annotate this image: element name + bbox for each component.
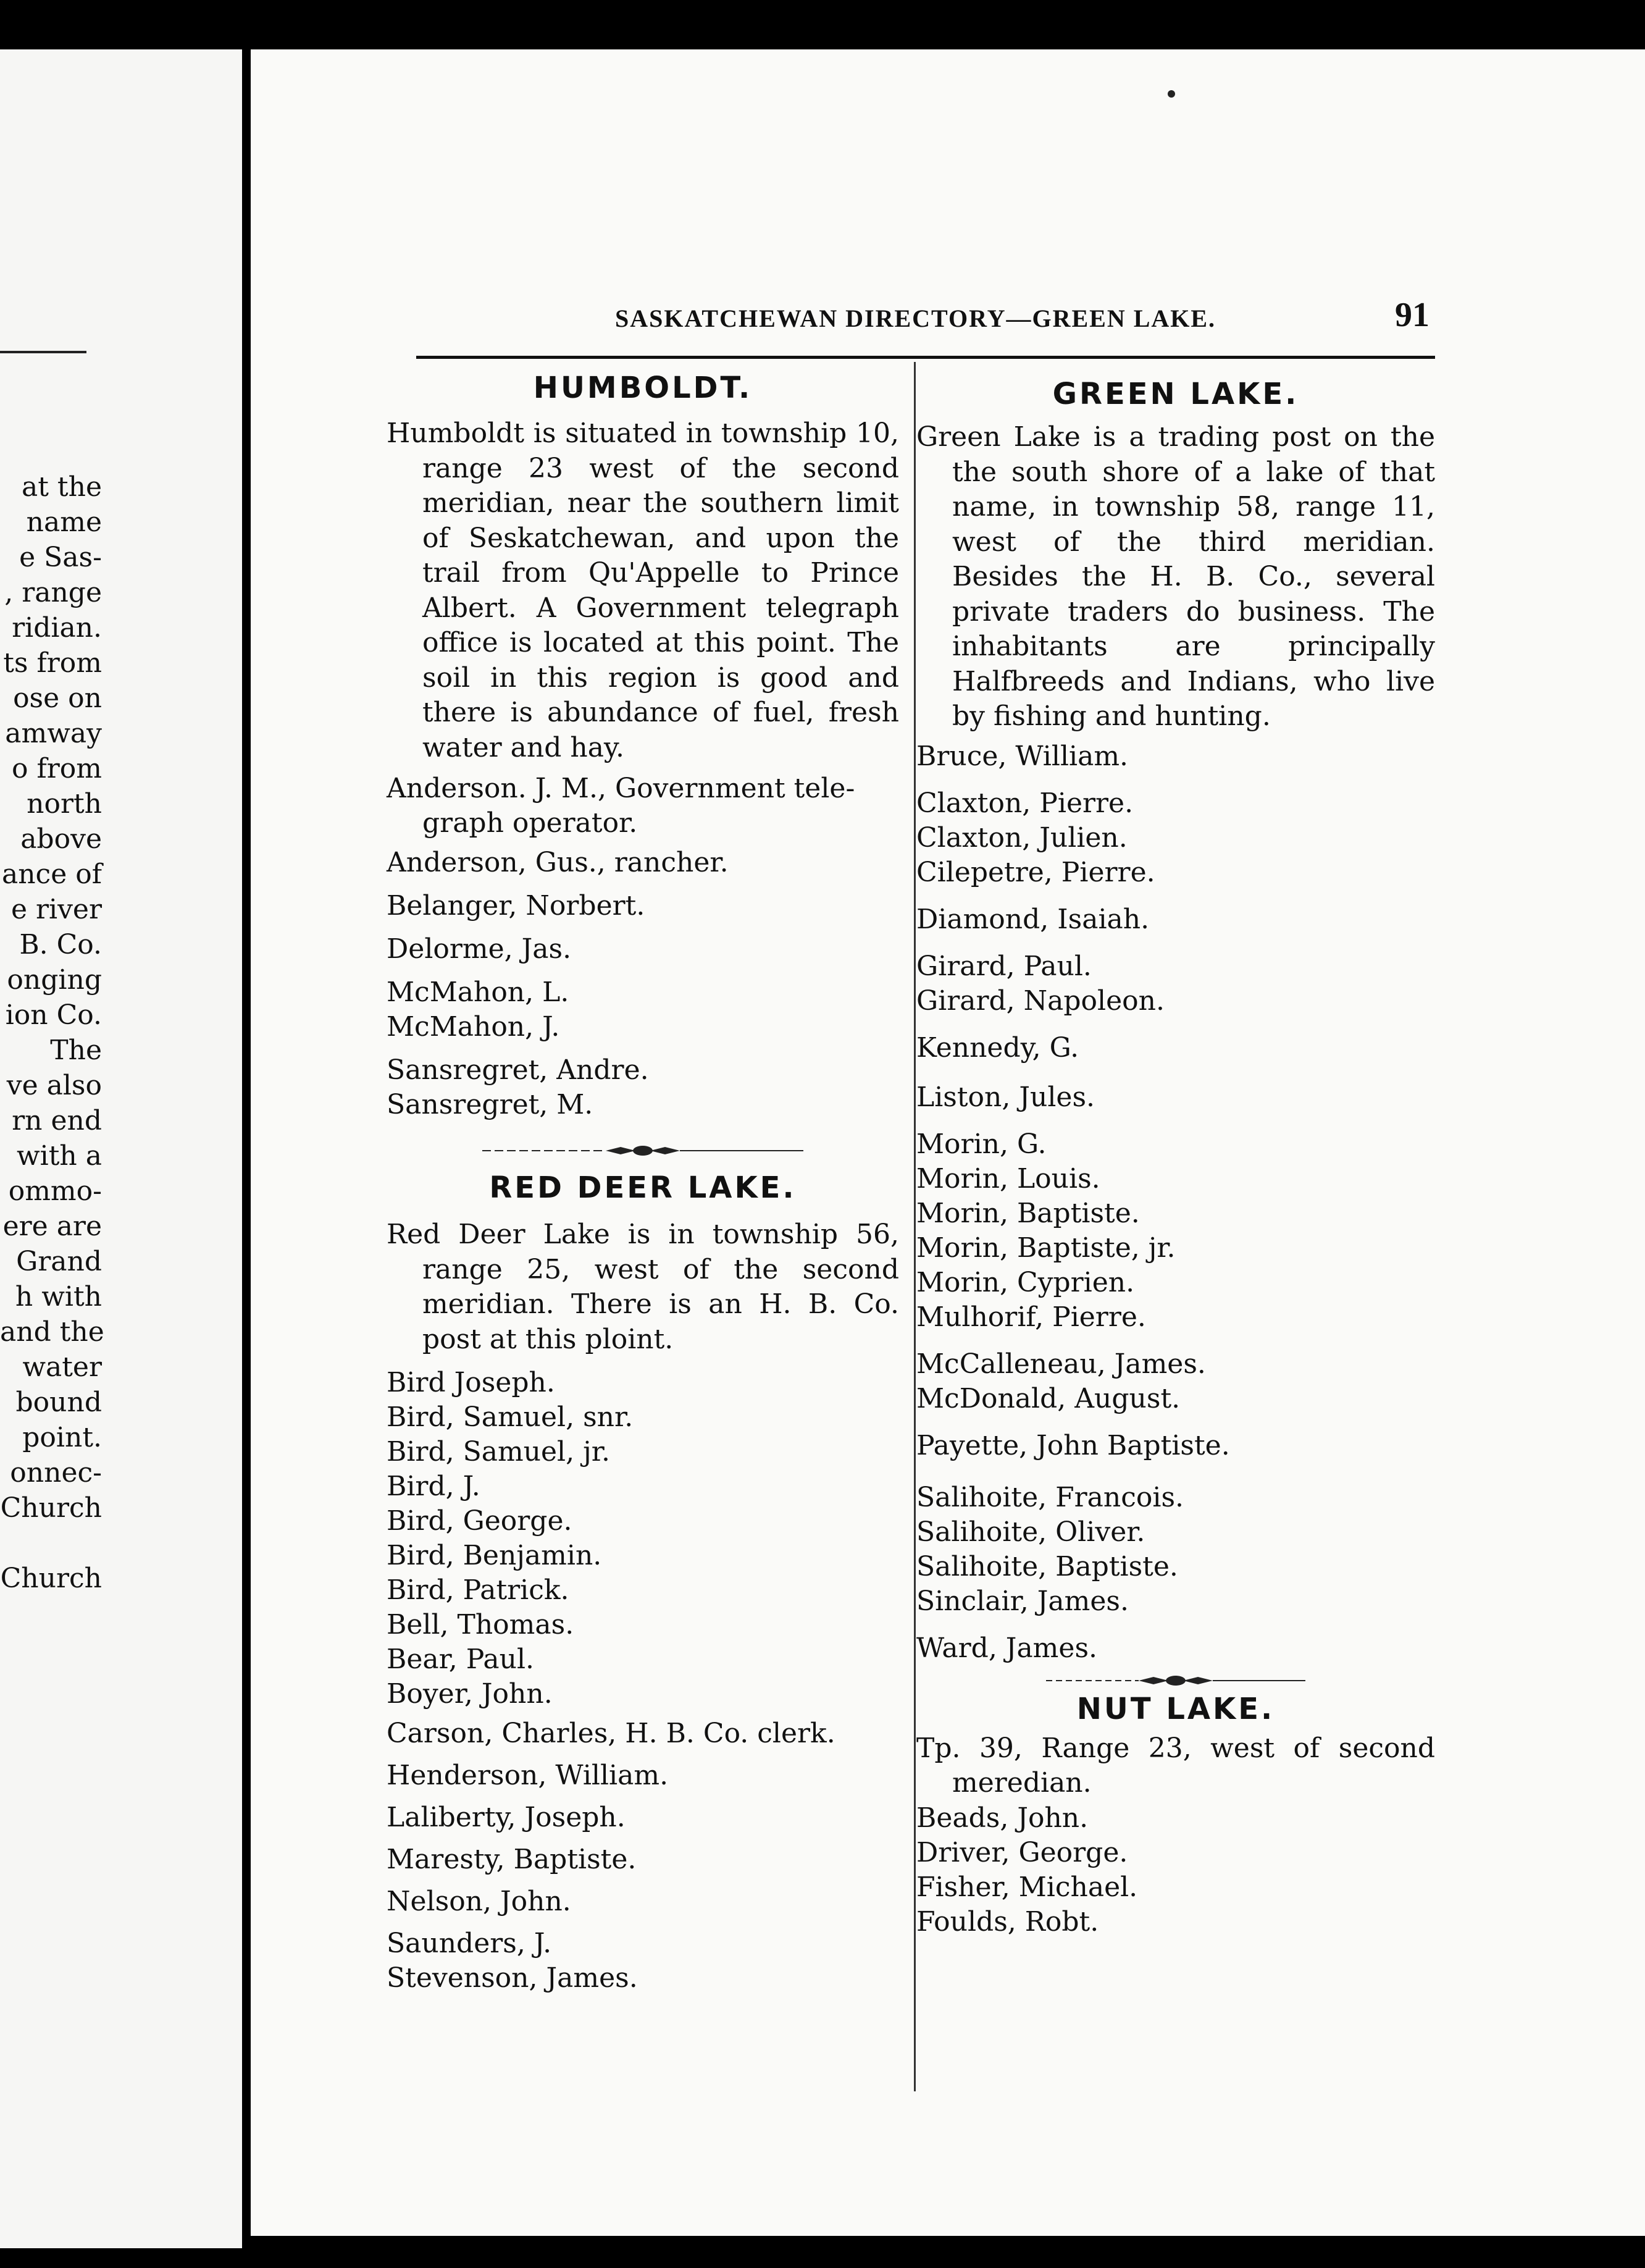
left-page-line: ere are — [2, 1211, 102, 1242]
section-title-humboldt: HUMBOLDT. — [533, 371, 753, 405]
directory-entry: Salihoite, Oliver. — [916, 1516, 1145, 1548]
directory-entry: Diamond, Isaiah. — [916, 903, 1150, 935]
left-page-fragment — [0, 49, 242, 2248]
directory-entry: Morin, Louis. — [916, 1162, 1100, 1195]
green-lake-entries — [916, 739, 1435, 1666]
left-page-line: e river — [10, 894, 102, 925]
directory-entry: Sansregret, M. — [387, 1089, 593, 1120]
directory-entry: Kennedy, G. — [916, 1031, 1079, 1064]
running-title: SASKATCHEWAN DIRECTORY—GREEN LAKE. — [615, 304, 1216, 332]
directory-entry: Bird, Samuel, jr. — [387, 1436, 610, 1468]
directory-entry: Boyer, John. — [387, 1678, 553, 1710]
directory-entry: Morin, Cyprien. — [916, 1266, 1135, 1298]
directory-entry: graph operator. — [422, 807, 638, 839]
left-page-line: B. Co. — [19, 929, 102, 960]
directory-entry: Sinclair, James. — [916, 1585, 1129, 1617]
directory-entry: Stevenson, James. — [387, 1962, 638, 1994]
directory-entry: McMahon, L. — [387, 976, 569, 1008]
left-page-line: ve also — [6, 1070, 102, 1101]
directory-entry: Henderson, William. — [387, 1760, 669, 1791]
red-deer-lake-description: Red Deer Lake is in township 56, range 25, west of the second meridian. There is an H. B. Co. post at this ploint. — [387, 1219, 899, 1355]
directory-entry: Bird, Patrick. — [387, 1574, 569, 1606]
directory-entry: Driver, George. — [916, 1836, 1128, 1868]
directory-entry: Mulhorif, Pierre. — [916, 1301, 1146, 1333]
directory-entry: Fisher, Michael. — [916, 1871, 1138, 1903]
left-page-line: onnec- — [10, 1457, 102, 1489]
section-divider-ornament — [1046, 1673, 1305, 1688]
page-number: 91 — [1395, 296, 1429, 334]
directory-entry: McCalleneau, James. — [916, 1348, 1206, 1380]
right-column — [916, 377, 1435, 1939]
left-page-line: name — [26, 506, 102, 538]
ink-dot — [1168, 90, 1175, 98]
directory-entry: Anderson, Gus., rancher. — [387, 847, 729, 878]
directory-entry: Sansregret, Andre. — [387, 1054, 649, 1086]
green-lake-description: Green Lake is a trading post on the the south shore of a lake of that name, in township 58, range 11, west of the third meridian. Besides the H. B. Co., several private traders do business. The inhabitants are principally Halfbreeds and Indians, who live by fishing and hunting. — [916, 421, 1435, 732]
left-page-line: h with — [15, 1281, 102, 1312]
left-page-rule — [0, 351, 86, 353]
humboldt-entries — [387, 771, 899, 1122]
left-page-line: amway — [5, 718, 102, 749]
directory-entry: Claxton, Pierre. — [916, 787, 1134, 819]
directory-entry: Morin, G. — [916, 1128, 1047, 1160]
directory-entry: Bird Joseph. — [387, 1367, 555, 1398]
directory-entry: Beads, John. — [916, 1802, 1089, 1834]
directory-entry: Bruce, William. — [916, 740, 1129, 772]
directory-entry: Foulds, Robt. — [916, 1905, 1099, 1938]
left-page-line: point. — [22, 1422, 102, 1453]
directory-entry: Payette, John Baptiste. — [916, 1429, 1230, 1461]
directory-entry: Bird, J. — [387, 1471, 480, 1502]
directory-entry: Carson, Charles, H. B. Co. clerk. — [387, 1718, 835, 1749]
left-page-line: Church — [0, 1563, 102, 1594]
directory-entry: Morin, Baptiste, jr. — [916, 1232, 1176, 1264]
left-page-line: ridian. — [12, 612, 102, 644]
left-page-line: north — [27, 788, 102, 820]
left-page-line: ts from — [3, 647, 102, 679]
left-page-line: ance of — [1, 859, 102, 890]
section-title-red-deer-lake: RED DEER LAKE. — [489, 1170, 797, 1205]
directory-entry: Girard, Napoleon. — [916, 985, 1165, 1017]
left-page-line: water — [22, 1351, 102, 1383]
directory-entry: Girard, Paul. — [916, 950, 1092, 982]
directory-entry: Bird, George. — [387, 1505, 572, 1537]
left-page-line: above — [20, 823, 102, 855]
directory-entry: Liston, Jules. — [916, 1081, 1095, 1113]
directory-entry: McDonald, August. — [916, 1382, 1181, 1414]
header-rule — [416, 356, 1435, 359]
directory-entry: Cilepetre, Pierre. — [916, 856, 1155, 888]
directory-entry: Bell, Thomas. — [387, 1609, 574, 1640]
left-page-line: Church — [0, 1492, 102, 1524]
directory-entry: Bird, Samuel, snr. — [387, 1401, 634, 1433]
directory-entry: Bird, Benjamin. — [387, 1540, 602, 1571]
nut-lake-description: Tp. 39, Range 23, west of second meredian. — [916, 1732, 1435, 1799]
section-title-green-lake: GREEN LAKE. — [1052, 377, 1299, 411]
directory-entry: Delorme, Jas. — [387, 933, 572, 965]
directory-entry: Morin, Baptiste. — [916, 1197, 1140, 1229]
left-page-line: ion Co. — [5, 999, 102, 1031]
directory-entry: Claxton, Julien. — [916, 821, 1128, 854]
directory-entry: Ward, James. — [916, 1632, 1098, 1664]
left-page-line: bound — [15, 1387, 102, 1418]
directory-entry: Maresty, Baptiste. — [387, 1844, 637, 1875]
section-divider-ornament — [482, 1143, 803, 1158]
right-page — [251, 49, 1645, 2236]
left-column — [387, 371, 899, 1996]
directory-entry: McMahon, J. — [387, 1011, 560, 1043]
directory-entry: Belanger, Norbert. — [387, 890, 645, 922]
left-page-line: o from — [11, 753, 102, 784]
column-divider — [914, 362, 916, 2091]
directory-entry: Anderson. J. M., Government tele- — [387, 773, 855, 804]
left-page-line: Grand — [16, 1246, 102, 1277]
nut-lake-entries — [916, 1801, 1435, 1939]
section-title-nut-lake: NUT LAKE. — [1076, 1691, 1275, 1726]
directory-entry: Laliberty, Joseph. — [387, 1802, 626, 1833]
directory-entry: Salihoite, Francois. — [916, 1481, 1184, 1513]
directory-entry: Salihoite, Baptiste. — [916, 1550, 1178, 1582]
left-page-line: ommo- — [8, 1175, 102, 1207]
humboldt-description: Humboldt is situated in township 10, range 23 west of the second meridian, near the southern limit of Seskatchewan, and upon the trail from Qu'Appelle to Prince Albert. A Government telegraph office is located at this point. The soil in this region is good and there is abundance of fuel, fresh water and hay. — [387, 418, 899, 763]
left-page-line: onging — [7, 964, 102, 996]
directory-entry: Nelson, John. — [387, 1886, 571, 1917]
left-page-line: at the — [22, 471, 102, 503]
left-page-line: e Sas- — [19, 542, 102, 573]
left-page-line: ose on — [13, 682, 102, 714]
left-page-line: with a — [17, 1140, 102, 1172]
left-page-line: , range — [4, 577, 102, 608]
red-deer-lake-entries — [387, 1366, 899, 1996]
directory-entry: Bear, Paul. — [387, 1644, 535, 1675]
directory-entry: Saunders, J. — [387, 1928, 552, 1959]
left-page-line: rn end — [12, 1105, 102, 1136]
left-page-line: The — [50, 1035, 102, 1066]
left-page-line: and the — [0, 1316, 104, 1348]
